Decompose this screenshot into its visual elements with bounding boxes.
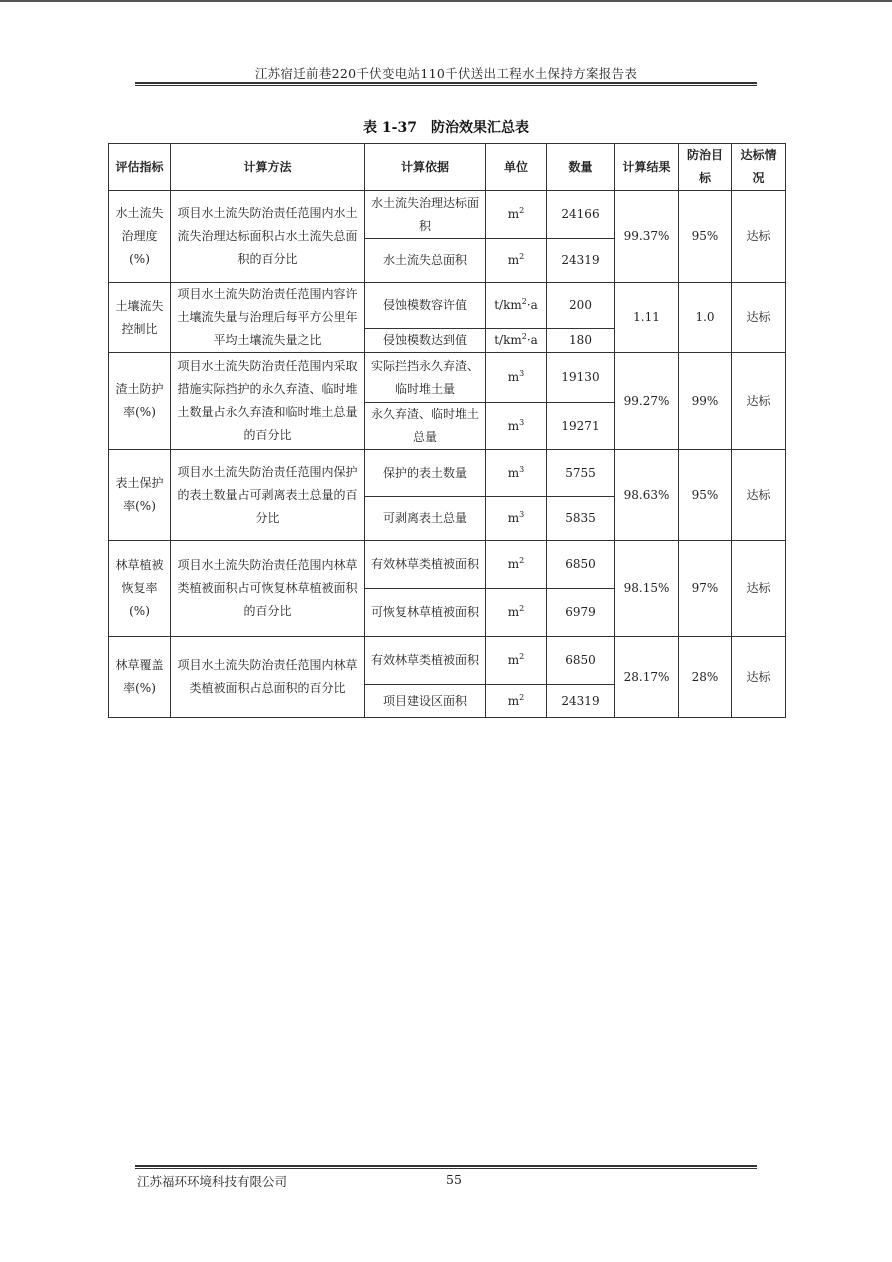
method-cell: 项目水土流失防治责任范围内水土流失治理达标面积占水土流失总面积的百分比 (171, 191, 365, 283)
indicator-cell: 水土流失治理度(%) (109, 191, 171, 283)
table-title: 表 1-37 防治效果汇总表 (363, 120, 529, 136)
method-cell: 项目水土流失防治责任范围内林草类植被面积占可恢复林草植被面积的百分比 (171, 541, 365, 637)
footer-company-name: 江苏福环环境科技有限公司 (137, 1174, 288, 1189)
result-cell: 98.63% (615, 450, 679, 541)
quantity-cell: 19130 (547, 353, 615, 403)
indicator-cell: 林草植被恢复率(%) (109, 541, 171, 637)
unit-cell: $m^2$ (486, 239, 547, 283)
status-cell: 达标 (732, 353, 786, 450)
result-cell: 99.27% (615, 353, 679, 450)
quantity-cell: 24166 (547, 191, 615, 239)
table-row (109, 353, 786, 403)
quantity-cell: 5835 (547, 497, 615, 541)
basis-cell: 永久弃渣、临时堆土总量 (365, 403, 486, 450)
quantity-cell: 6979 (547, 589, 615, 637)
footer-rule-thin (135, 1168, 757, 1169)
table-row (109, 191, 786, 239)
method-cell: 项目水土流失防治责任范围内采取措施实际挡护的永久弃渣、临时堆土数量占永久弃渣和临时堆土总量的百分比 (171, 353, 365, 450)
table-row (109, 637, 786, 685)
result-cell: 28.17% (615, 637, 679, 718)
basis-cell: 水土流失总面积 (365, 239, 486, 283)
result-cell: 1.11 (615, 283, 679, 353)
running-header: 江苏宿迁前巷220千伏变电站110千伏送出工程水土保持方案报告表 (254, 66, 638, 81)
status-cell: 达标 (732, 191, 786, 283)
quantity-cell: 24319 (547, 685, 615, 718)
header-rule (135, 82, 757, 84)
basis-cell: 保护的表土数量 (365, 450, 486, 497)
status-cell: 达标 (732, 283, 786, 353)
indicator-cell: 渣土防护率(%) (109, 353, 171, 450)
quantity-cell: 6850 (547, 637, 615, 685)
quantity-cell: 200 (547, 283, 615, 329)
target-cell: 99% (679, 353, 732, 450)
col-header-result: 计算结果 (615, 144, 679, 191)
target-cell: 28% (679, 637, 732, 718)
basis-cell: 可剥离表土总量 (365, 497, 486, 541)
quantity-cell: 6850 (547, 541, 615, 589)
basis-cell: 侵蚀模数达到值 (365, 329, 486, 353)
target-cell: 97% (679, 541, 732, 637)
col-header-basis: 计算依据 (365, 144, 486, 191)
table-header-row (109, 144, 786, 191)
unit-cell: $m^3$ (486, 497, 547, 541)
quantity-cell: 5755 (547, 450, 615, 497)
unit-cell: $m^2$ (486, 637, 547, 685)
col-header-quantity: 数量 (547, 144, 615, 191)
basis-cell: 水土流失治理达标面积 (365, 191, 486, 239)
basis-cell: 项目建设区面积 (365, 685, 486, 718)
table-row (109, 450, 786, 497)
col-header-indicator: 评估指标 (109, 144, 171, 191)
col-header-status: 达标情况 (732, 144, 786, 191)
basis-cell: 侵蚀模数容许值 (365, 283, 486, 329)
prevention-effect-summary-table (108, 143, 786, 718)
quantity-cell: 19271 (547, 403, 615, 450)
unit-cell: $m^2$ (486, 685, 547, 718)
target-cell: 1.0 (679, 283, 732, 353)
header-rule-thin (135, 85, 757, 86)
unit-cell: $m^2$ (486, 589, 547, 637)
page-top-border (0, 0, 892, 2)
status-cell: 达标 (732, 541, 786, 637)
target-cell: 95% (679, 191, 732, 283)
method-cell: 项目水土流失防治责任范围内保护的表土数量占可剥离表土总量的百分比 (171, 450, 365, 541)
status-cell: 达标 (732, 637, 786, 718)
result-cell: 98.15% (615, 541, 679, 637)
status-cell: 达标 (732, 450, 786, 541)
unit-cell: $m^2$ (486, 541, 547, 589)
method-cell: 项目水土流失防治责任范围内林草类植被面积占总面积的百分比 (171, 637, 365, 718)
unit-cell: $t/km^2\cdot a$ (486, 329, 547, 353)
col-header-method: 计算方法 (171, 144, 365, 191)
indicator-cell: 土壤流失控制比 (109, 283, 171, 353)
quantity-cell: 180 (547, 329, 615, 353)
unit-cell: $t/km^2\cdot a$ (486, 283, 547, 329)
method-cell: 项目水土流失防治责任范围内容许土壤流失量与治理后每平方公里年平均土壤流失量之比 (171, 283, 365, 353)
target-cell: 95% (679, 450, 732, 541)
unit-cell: $m^2$ (486, 191, 547, 239)
basis-cell: 有效林草类植被面积 (365, 637, 486, 685)
unit-cell: $m^3$ (486, 403, 547, 450)
unit-cell: $m^3$ (486, 450, 547, 497)
table-row (109, 283, 786, 329)
basis-cell: 实际拦挡永久弃渣、临时堆土量 (365, 353, 486, 403)
quantity-cell: 24319 (547, 239, 615, 283)
basis-cell: 有效林草类植被面积 (365, 541, 486, 589)
indicator-cell: 林草覆盖率(%) (109, 637, 171, 718)
col-header-target: 防治目标 (679, 144, 732, 191)
col-header-unit: 单位 (486, 144, 547, 191)
indicator-cell: 表土保护率(%) (109, 450, 171, 541)
footer-rule (135, 1165, 757, 1167)
basis-cell: 可恢复林草植被面积 (365, 589, 486, 637)
result-cell: 99.37% (615, 191, 679, 283)
table-row (109, 541, 786, 589)
page-number: 55 (446, 1172, 462, 1187)
unit-cell: $m^3$ (486, 353, 547, 403)
